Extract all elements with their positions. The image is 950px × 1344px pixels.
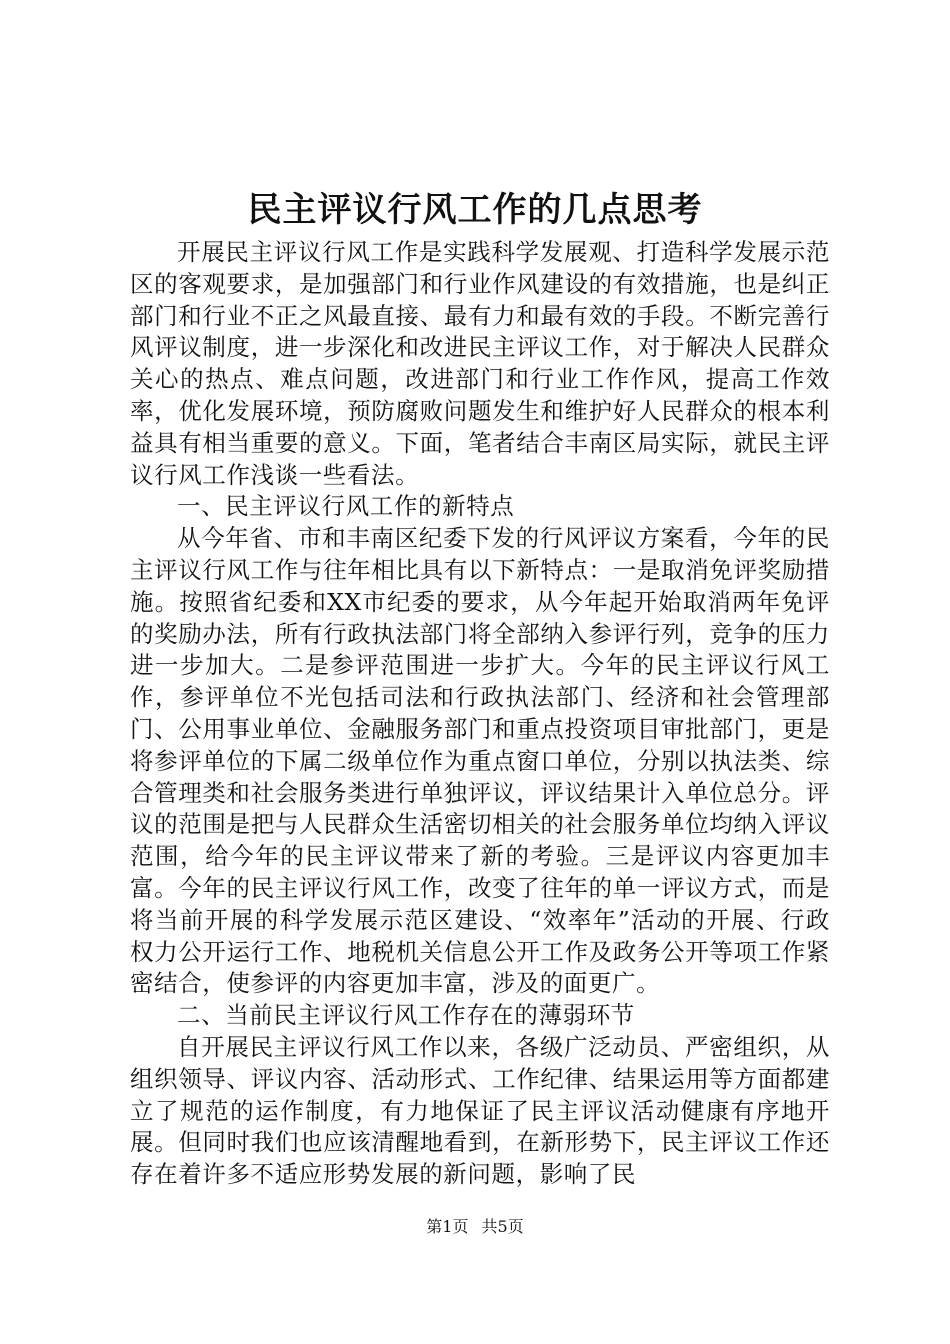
paragraph-section-1: 从今年省、市和丰南区纪委下发的行风评议方案看，今年的民主评议行风工作与往年相比具有以下新特点：一是取消免评奖励措施。按照省纪委和XX市纪委的要求，从今年起开始取消两年免评的奖励办法，所有行政执法部门将全部纳入参评行列，竞争的压力进一步加大。二是参评范围进一步扩大。今年的民主评议行风工作，参评单位不光包括司法和行政执法部门、经济和社会管理部门、公用事业单位、金融服务部门和重点投资项目审批部门，更是将参评单位的下属二级单位作为重点窗口单位，分别以执法类、综合管理类和社会服务类进行单独评议，评议结果计入单位总分。评议的范围是把与人民群众生活密切相关的社会服务单位均纳入评议范围，给今年的民主评议带来了新的考验。三是评议内容更加丰富。今年的民主评议行风工作，改变了往年的单一评议方式，而是将当前开展的科学发展示范区建设、“效率年”活动的开展、行政权力公开运行工作、地税机关信息公开工作及政务公开等项工作紧密结合，使参评的内容更加丰富，涉及的面更广。 — [130, 524, 830, 998]
document-title: 民主评议行风工作的几点思考 — [247, 190, 703, 230]
page-footer — [0, 1216, 950, 1238]
section-heading-1: 一、民主评议行风工作的新特点 — [177, 492, 515, 521]
paragraph-section-2: 自开展民主评议行风工作以来，各级广泛动员、严密组织，从组织领导、评议内容、活动形式、工作纪律、结果运用等方面都建立了规范的运作制度，有力地保证了民主评议活动健康有序地开展。但同时我们也应该清醒地看到，在新形势下，民主评议工作还存在着许多不适应形势发展的新问题，影响了民 — [130, 1032, 830, 1189]
document-body — [130, 237, 830, 1191]
paragraph-intro: 开展民主评议行风工作是实践科学发展观、打造科学发展示范区的客观要求，是加强部门和行业作风建设的有效措施，也是纠正部门和行业不正之风最直接、最有力和最有效的手段。不断完善行风评议制度，进一步深化和改进民主评议工作，对于解决人民群众关心的热点、难点问题，改进部门和行业工作作风，提高工作效率，优化发展环境，预防腐败问题发生和维护好人民群众的根本利益具有相当重要的意义。下面，笔者结合丰南区局实际，就民主评议行风工作浅谈一些看法。 — [130, 238, 830, 489]
section-heading-2: 二、当前民主评议行风工作存在的薄弱环节 — [177, 1001, 635, 1030]
page-number: 第1页 — [426, 1217, 469, 1236]
page-total: 共5页 — [481, 1217, 524, 1236]
